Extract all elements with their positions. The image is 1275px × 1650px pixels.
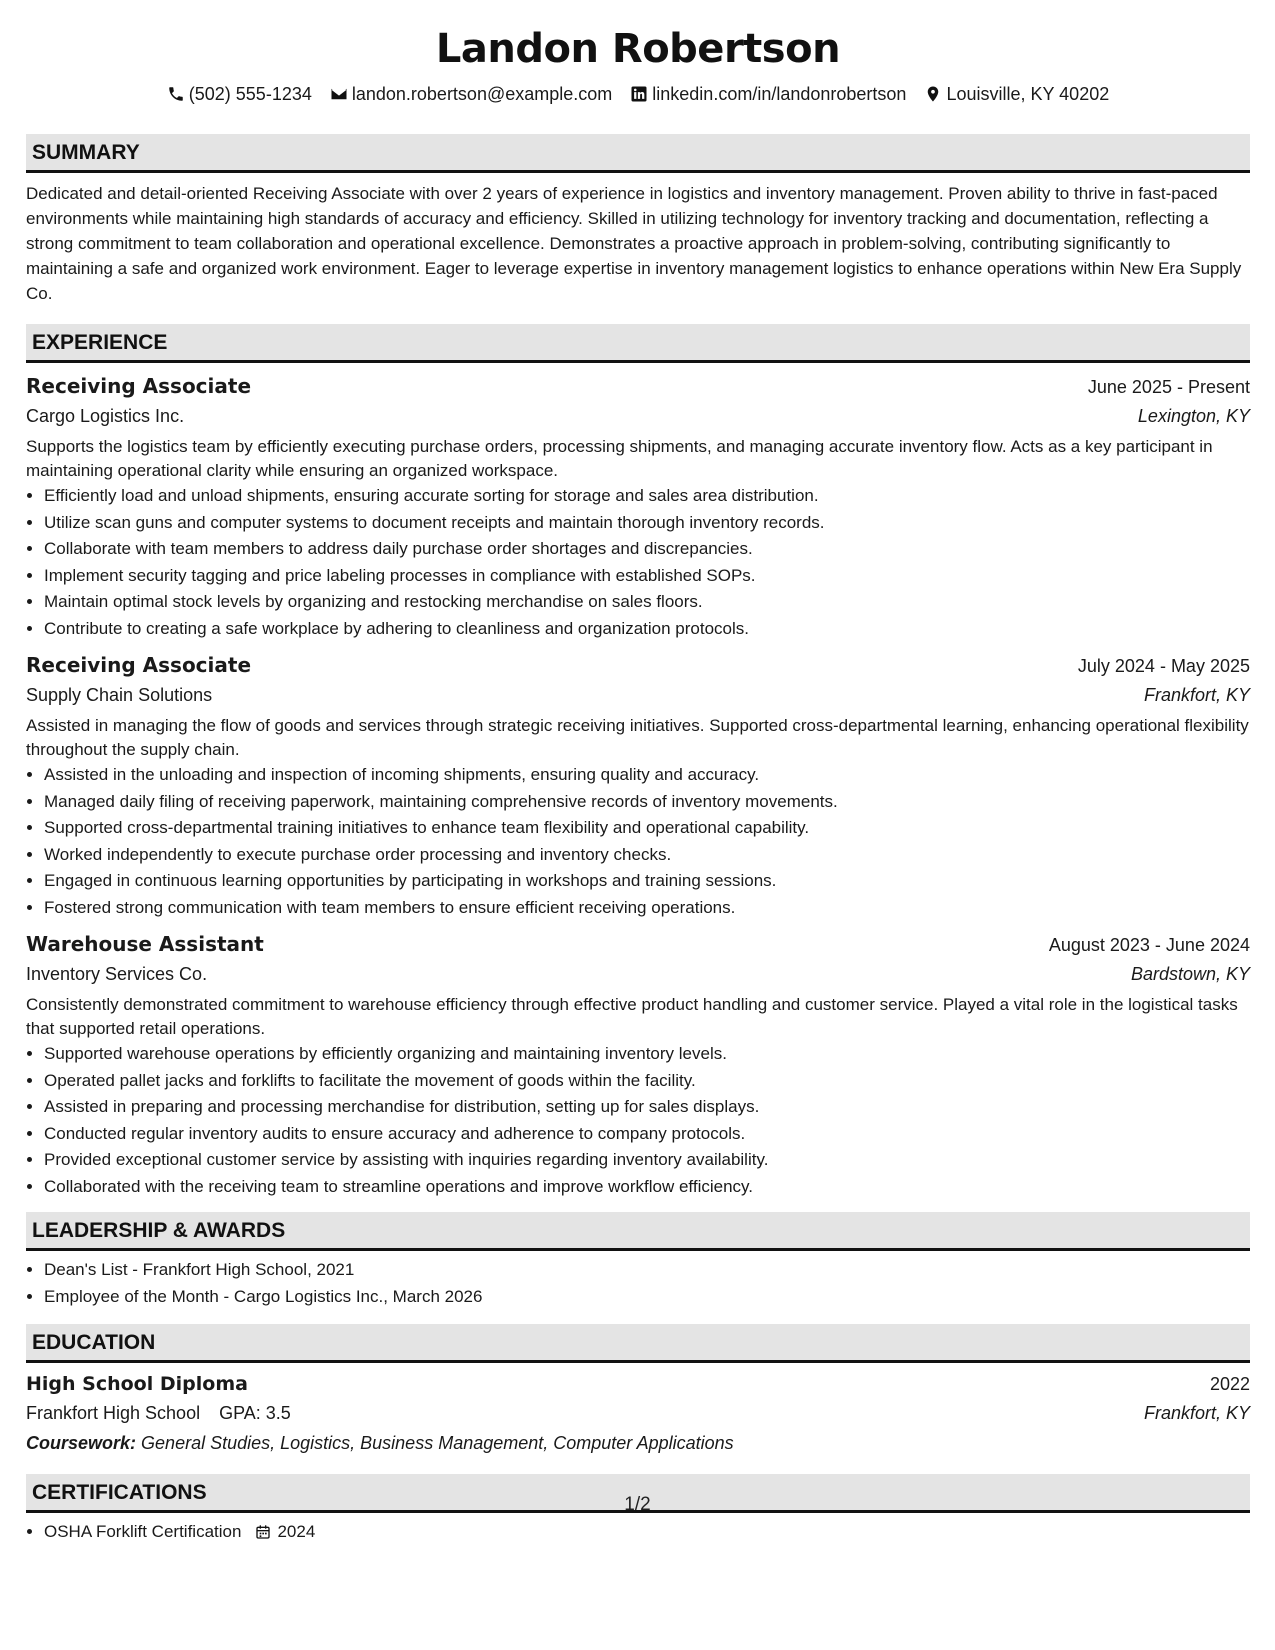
job-title: Warehouse Assistant xyxy=(26,932,264,956)
section-header-leadership: LEADERSHIP & AWARDS xyxy=(26,1212,1250,1251)
education-school: Frankfort High School xyxy=(26,1403,201,1423)
map-pin-icon xyxy=(924,85,942,103)
certification-year: 2024 xyxy=(277,1522,316,1541)
list-item: • Collaborated with the receiving team to streamline operations and improve workflow efficiency. xyxy=(44,1174,1250,1201)
job-dates: July 2024 - May 2025 xyxy=(1077,656,1250,676)
list-item: • Contribute to creating a safe workplace by adhering to cleanliness and organization protocols. xyxy=(44,616,1250,643)
contact-location xyxy=(924,84,1109,105)
email-link[interactable]: landon.robertson@example.com xyxy=(351,83,613,104)
calendar-icon xyxy=(255,1524,271,1540)
list-item: • Efficiently load and unload shipments, ensuring accurate sorting for storage and sales area distribution. xyxy=(44,483,1250,510)
resume-page xyxy=(26,0,1250,1546)
education-entry xyxy=(26,1369,1250,1458)
education-coursework xyxy=(26,1428,1250,1458)
section-header-certifications: CERTIFICATIONS xyxy=(26,1474,1250,1513)
linkedin-link[interactable]: linkedin.com/in/landonrobertson xyxy=(652,83,907,104)
job-dates: June 2025 - Present xyxy=(1087,377,1250,397)
education-location: Frankfort, KY xyxy=(1143,1403,1250,1423)
list-item: • Collaborate with team members to address daily purchase order shortages and discrepancies. xyxy=(44,536,1250,563)
job-title: Receiving Associate xyxy=(26,374,252,398)
job-dates: August 2023 - June 2024 xyxy=(1048,935,1250,955)
certifications-list xyxy=(26,1519,1250,1546)
job-location: Frankfort, KY xyxy=(1143,685,1250,705)
linkedin-icon xyxy=(630,85,648,103)
list-item: • Dean's List - Frankfort High School, 2021 xyxy=(44,1257,1250,1284)
list-item: • Utilize scan guns and computer systems to document receipts and maintain thorough inventory records. xyxy=(44,510,1250,537)
page-number: 1/2 xyxy=(624,1494,651,1515)
education-year: 2022 xyxy=(1209,1374,1250,1394)
list-item: • Provided exceptional customer service by assisting with inquiries regarding inventory availability. xyxy=(44,1147,1250,1174)
envelope-icon xyxy=(330,85,348,103)
section-header-summary: SUMMARY xyxy=(26,134,1250,173)
list-item: • Assisted in the unloading and inspection of incoming shipments, ensuring quality and accuracy. xyxy=(44,762,1250,789)
list-item: • Worked independently to execute purchase order processing and inventory checks. xyxy=(44,842,1250,869)
summary-text: Dedicated and detail-oriented Receiving Associate with over 2 years of experience in logistics and inventory management. Proven ability to thrive in fast-paced environments while maintaining high standards of accuracy and efficiency. Skilled in utilizing technology for inventory tracking and documentation, reflecting a strong commitment to team collaboration and operational excellence. Demonstrates a proactive approach in problem-solving, contributing significantly to maintaining a safe and organized work environment. Eager to leverage expertise in inventory management logistics to enhance operations within New Era Supply Co. xyxy=(26,184,1242,303)
list-item: • Fostered strong communication with team members to ensure efficient receiving operations. xyxy=(44,895,1250,922)
section-header-experience: EXPERIENCE xyxy=(26,324,1250,363)
education-gpa: GPA: 3.5 xyxy=(219,1403,291,1423)
candidate-name: Landon Robertson xyxy=(435,26,841,72)
job-description: Supports the logistics team by efficiently executing purchase orders, processing shipments, and managing accurate inventory flow. Acts as a key participant in maintaining operational clarity while ensuring an organized workspace. xyxy=(26,437,1213,480)
job-entry xyxy=(26,371,1250,642)
job-company: Supply Chain Solutions xyxy=(26,685,213,705)
job-entry xyxy=(26,929,1250,1200)
contact-email[interactable] xyxy=(330,84,612,105)
job-title: Receiving Associate xyxy=(26,653,252,677)
contact-linkedin[interactable] xyxy=(630,84,906,105)
job-bullets xyxy=(26,483,1250,642)
list-item: • Supported warehouse operations by efficiently organizing and maintaining inventory levels. xyxy=(44,1041,1250,1068)
contact-bar xyxy=(26,82,1250,106)
job-bullets xyxy=(26,762,1250,921)
list-item: • Operated pallet jacks and forklifts to facilitate the movement of goods within the facility. xyxy=(44,1068,1250,1095)
list-item: • Managed daily filing of receiving paperwork, maintaining comprehensive records of inventory movements. xyxy=(44,789,1250,816)
list-item: • Conducted regular inventory audits to ensure accuracy and adherence to company protocols. xyxy=(44,1121,1250,1148)
list-item: • Maintain optimal stock levels by organizing and restocking merchandise on sales floors. xyxy=(44,589,1250,616)
coursework-list: General Studies, Logistics, Business Management, Computer Applications xyxy=(141,1433,734,1453)
contact-phone xyxy=(167,84,312,105)
location-text: Louisville, KY 40202 xyxy=(946,83,1110,104)
job-location: Bardstown, KY xyxy=(1130,964,1250,984)
education-degree: High School Diploma xyxy=(26,1373,248,1395)
leadership-list xyxy=(26,1257,1250,1310)
job-description: Assisted in managing the flow of goods and services through strategic receiving initiatives. Supported cross-departmental learning, enhancing operational flexibility throughout the supply chain. xyxy=(26,716,1249,759)
list-item xyxy=(44,1519,1250,1546)
certification-name: • OSHA Forklift Certification xyxy=(44,1522,242,1541)
job-location: Lexington, KY xyxy=(1137,406,1250,426)
coursework-label: Coursework: xyxy=(26,1433,137,1453)
phone-text: (502) 555-1234 xyxy=(188,83,312,104)
job-entry xyxy=(26,650,1250,921)
job-description: Consistently demonstrated commitment to warehouse efficiency through effective product handling and customer service. Played a vital role in the logistical tasks that supported retail operations. xyxy=(26,995,1238,1038)
phone-icon xyxy=(167,85,185,103)
job-bullets xyxy=(26,1041,1250,1200)
section-header-education: EDUCATION xyxy=(26,1324,1250,1363)
list-item: • Supported cross-departmental training initiatives to enhance team flexibility and operational capability. xyxy=(44,815,1250,842)
list-item: • Assisted in preparing and processing merchandise for distribution, setting up for sales displays. xyxy=(44,1094,1250,1121)
job-company: Inventory Services Co. xyxy=(26,964,208,984)
job-company: Cargo Logistics Inc. xyxy=(26,406,185,426)
list-item: • Employee of the Month - Cargo Logistics Inc., March 2026 xyxy=(44,1284,1250,1311)
list-item: • Implement security tagging and price labeling processes in compliance with established SOPs. xyxy=(44,563,1250,590)
list-item: • Engaged in continuous learning opportunities by participating in workshops and training sessions. xyxy=(44,868,1250,895)
